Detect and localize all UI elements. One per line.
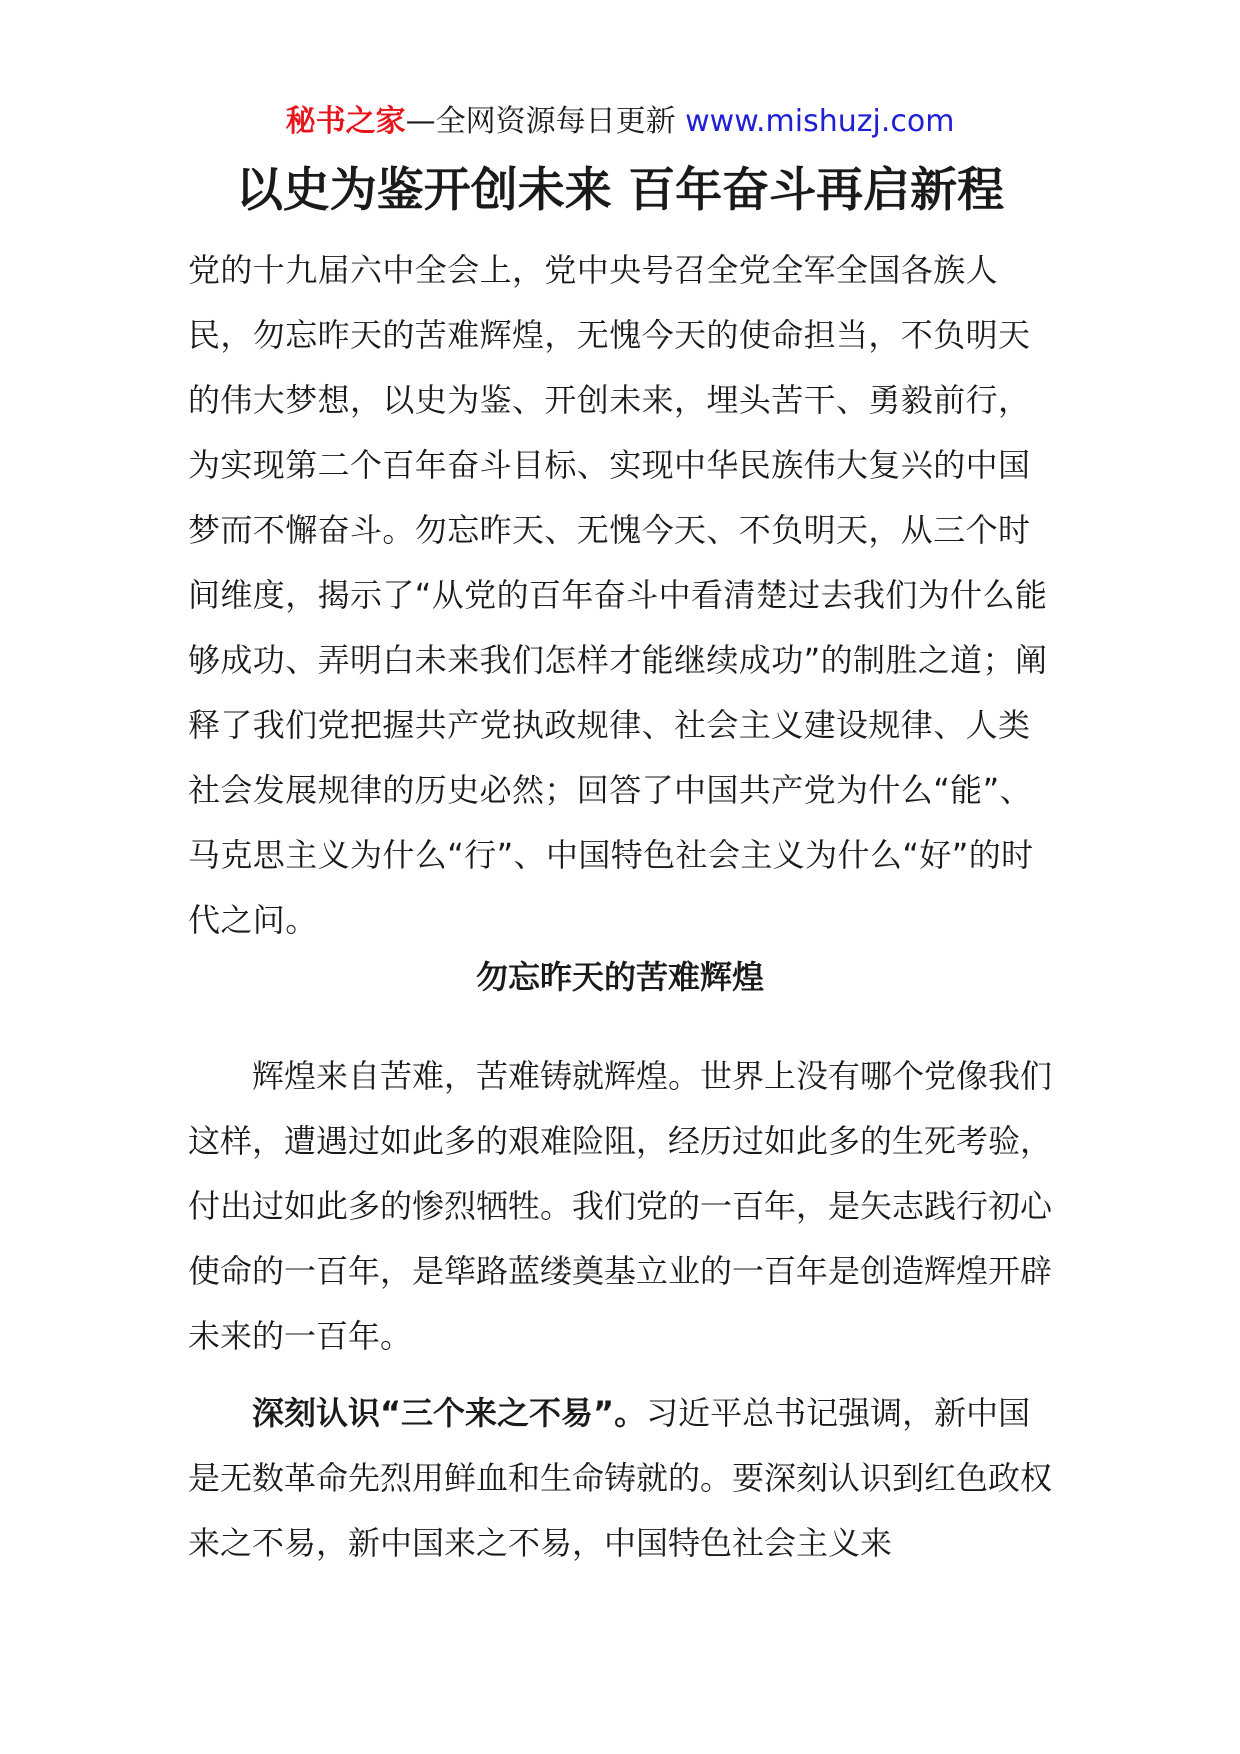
- intro-paragraph: 党的十九届六中全会上，党中央号召全党全军全国各族人民，勿忘昨天的苦难辉煌，无愧今天的使命担当，不负明天的伟大梦想，以史为鉴、开创未来，埋头苦干、勇毅前行，为实现第二个百年奋斗目标、实现中华民族伟大复兴的中国梦而不懈奋斗。勿忘昨天、无愧今天、不负明天，从三个时间维度，揭示了“从党的百年奋斗中看清楚过去我们为什么能够成功、弄明白未来我们怎样才能继续成功”的制胜之道；阐释了我们党把握共产党执政规律、社会主义建设规律、人类社会发展规律的历史必然；回答了中国共产党为什么“能”、马克思主义为什么“行”、中国特色社会主义为什么“好”的时代之问。: [188, 251, 1048, 939]
- document-title: 以史为鉴开创未来 百年奋斗再启新程: [235, 163, 1005, 218]
- site-header: [0, 100, 1240, 144]
- body-paragraph: 辉煌来自苦难，苦难铸就辉煌。世界上没有哪个党像我们这样，遭遇过如此多的艰难险阻，经历过如此多的生死考验，付出过如此多的惨烈牺牲。我们党的一百年，是矢志践行初心使命的一百年，是筚路蓝缕奠基立业的一百年是创造辉煌开辟未来的一百年。: [188, 1057, 1053, 1355]
- paragraph-lead-heading: 深刻认识“三个来之不易”。: [252, 1394, 647, 1432]
- brand-name: 秘书之家: [285, 104, 406, 139]
- section-heading: 勿忘昨天的苦难辉煌: [475, 958, 764, 996]
- body-paragraph-with-lead: [188, 1381, 1056, 1576]
- header-tagline: —全网资源每日更新: [405, 104, 686, 139]
- site-url-link[interactable]: www.mishuzj.com: [685, 104, 955, 139]
- paragraph-body-text: 习近平总书记强调，新中国是无数革命先烈用鲜血和生命铸就的。要深刻认识到红色政权来之不易，新中国来之不易，中国特色社会主义来: [188, 1394, 1053, 1562]
